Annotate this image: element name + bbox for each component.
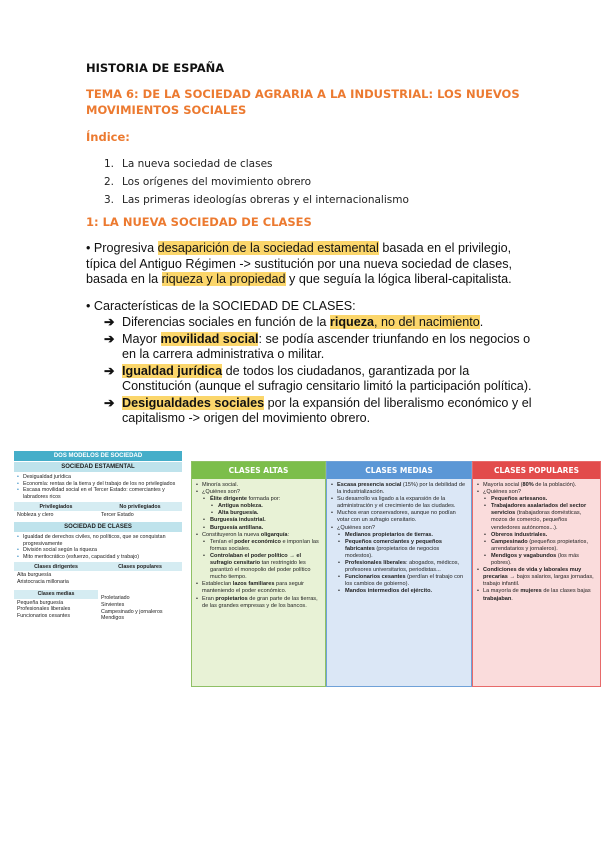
index-item: 2. Los orígenes del movimiento obrero xyxy=(104,176,312,188)
list-item: • Igualdad de derechos civiles, no políticos, que se conquistan progresivamente xyxy=(17,534,179,547)
list-item: • División social según la riqueza xyxy=(17,547,179,554)
list-item: • Muchos eran conservadores, aunque no podían votar con un sufragio censitario. xyxy=(331,510,467,524)
list-item: • Constituyeron la nueva oligarquía: xyxy=(196,532,321,539)
list-item: • Controlaban el poder político → el sufragio censitario tan restringido les garantizó el monopolio del poder político mucho tiempo. xyxy=(196,553,321,581)
column-header: Privilegiados xyxy=(14,502,98,511)
topic-title: TEMA 6: DE LA SOCIEDAD AGRARIA A LA INDUSTRIAL: LOS NUEVOS MOVIMIENTOS SOCIALES xyxy=(86,87,520,117)
panel-title: CLASES ALTAS xyxy=(192,462,325,479)
list-item: ➔ Igualdad jurídica de todos los ciudadanos, garantizada por la Constitución (aunque el sufragio censitario limitó la participación política). xyxy=(104,363,532,393)
list-item: • ¿Quiénes son? xyxy=(331,525,467,532)
list-item: ➔ Mayor movilidad social: se podía ascender triunfando en los negocios o en la carrera administrativa o militar. xyxy=(104,331,531,361)
list-item: • Campesinado (pequeños propietarios, arrendatarios y jornaleros). xyxy=(477,539,596,553)
list-item: • Escasa presencia social (15%) por la debilidad de la industrialización. xyxy=(331,482,467,496)
list-item: • Burguesía industrial. xyxy=(196,517,321,524)
list-item: • Obreros industriales. xyxy=(477,532,596,539)
table-title: DOS MODELOS DE SOCIEDAD xyxy=(14,451,182,461)
list-item: • Minoría social. xyxy=(196,482,321,489)
list-item: • Burguesía antillana. xyxy=(196,525,321,532)
society-models-table xyxy=(14,451,182,623)
table-cell: Nobleza y clero xyxy=(17,512,54,519)
section-heading: 1: LA NUEVA SOCIEDAD DE CLASES xyxy=(86,215,312,229)
arrow-icon: ➔ xyxy=(104,331,115,346)
table-cell: Tercer Estado xyxy=(101,512,134,519)
clases-altas-panel xyxy=(191,461,326,687)
list-item: • Economía: rentas de la tierra y del trabajo de los no privilegiados xyxy=(17,481,179,488)
table-cell: Proletariado Sirvientes Campesinado y jornaleros Mendigos xyxy=(101,595,163,622)
course-title: HISTORIA DE ESPAÑA xyxy=(86,61,225,75)
table-cell: Alta burguesía Aristocracia millonaria Clases medias Pequeña burguesía Profesionales liberales Funcionarios cesantes xyxy=(14,571,98,622)
clases-heading: SOCIEDAD DE CLASES xyxy=(14,522,182,532)
arrow-icon: ➔ xyxy=(104,363,115,378)
list-item: • Alta burguesía. xyxy=(196,510,321,517)
clases-medias-panel xyxy=(326,461,472,687)
column-header: Clases dirigentes xyxy=(14,562,98,571)
intro-paragraph: • Progresiva desaparición de la sociedad estamental basada en el privilegio, típica del Antiguo Régimen -> sustitución por una nueva sociedad de clases, basada en la riqueza y la propiedad y que seguía la lógica liberal-capitalista. xyxy=(86,241,513,286)
column-header: No privilegiados xyxy=(98,502,182,511)
list-item: • Profesionales liberales: abogados, médicos, profesores universitarios, periodistas... xyxy=(331,560,467,574)
panel-title: CLASES MEDIAS xyxy=(327,462,471,479)
highlight: riqueza y la propiedad xyxy=(161,272,286,286)
arrow-icon: ➔ xyxy=(104,315,115,329)
list-item: • Pequeños comerciantes y pequeños fabricantes (propietarios de negocios modestos). xyxy=(331,539,467,560)
list-item: • Condiciones de vida y laborales muy precarias → bajos salarios, largas jornadas, trabajo infantil. xyxy=(477,567,596,588)
list-item: • Trabajadores asalariados del sector servicios (trabajadoras domésticas, mozos de comercio, pequeños vendedores autónomos...). xyxy=(477,503,596,531)
panel-title: CLASES POPULARES xyxy=(473,462,600,479)
list-item: • Funcionarios cesantes (perdían el trabajo con los cambios de gobierno). xyxy=(331,574,467,588)
list-item: • ¿Quiénes son? xyxy=(196,489,321,496)
list-item: • Élite dirigente formada por: xyxy=(196,496,321,503)
list-item: • Mendigos y vagabundos (los más pobres). xyxy=(477,553,596,567)
index-item: 3. Las primeras ideologías obreras y el internacionalismo xyxy=(104,194,409,206)
list-item: • Tenían el poder económico e imponían las formas sociales. xyxy=(196,539,321,553)
list-item: • Medianos propietarios de tierras. xyxy=(331,532,467,539)
list-item: • Mito meritocrático (esfuerzo, capacidad y trabajo) xyxy=(17,554,179,561)
arrow-icon: ➔ xyxy=(104,395,115,410)
estamental-list xyxy=(14,472,182,502)
list-item: • ¿Quiénes son? xyxy=(477,489,596,496)
index-item: 1. La nueva sociedad de clases xyxy=(104,158,273,170)
list-item: • Establecían lazos familiares para seguir manteniendo el poder económico. xyxy=(196,581,321,595)
clases-list xyxy=(14,532,182,562)
list-item: • Antigua nobleza. xyxy=(196,503,321,510)
column-header: Clases populares xyxy=(98,562,182,571)
clases-populares-panel xyxy=(472,461,601,687)
list-item: • La mayoría de mujeres de las clases bajas trabajaban. xyxy=(477,588,596,602)
characteristics-list xyxy=(104,315,534,428)
list-item: • Mandos intermedios del ejército. xyxy=(331,588,467,595)
estamental-heading: SOCIEDAD ESTAMENTAL xyxy=(14,462,182,472)
list-item: • Desigualdad jurídica xyxy=(17,474,179,481)
highlight: desaparición de la sociedad estamental xyxy=(157,241,379,255)
list-item: • Mayoría social (80% de la población). xyxy=(477,482,596,489)
list-item: ➔ Desigualdades sociales por la expansión del liberalismo económico y el capitalismo -> origen del movimiento obrero. xyxy=(104,395,532,425)
list-item: • Su desarrollo va ligado a la expansión de la administración y el crecimiento de las ciudades. xyxy=(331,496,467,510)
list-item: • Pequeños artesanos. xyxy=(477,496,596,503)
list-item: • Escasa movilidad social en el Tercer Estado: comerciantes y labradores ricos xyxy=(17,487,179,500)
characteristics-heading: • Características de la SOCIEDAD DE CLASES: xyxy=(86,299,356,313)
index-heading: Índice: xyxy=(86,130,130,144)
list-item: • Eran propietarios de gran parte de las tierras, de las grandes empresas y de los bancos. xyxy=(196,596,321,610)
list-item: ➔ Diferencias sociales en función de la riqueza, no del nacimiento. xyxy=(104,315,484,329)
column-header: Clases medias xyxy=(14,590,98,599)
index-list xyxy=(104,155,409,209)
